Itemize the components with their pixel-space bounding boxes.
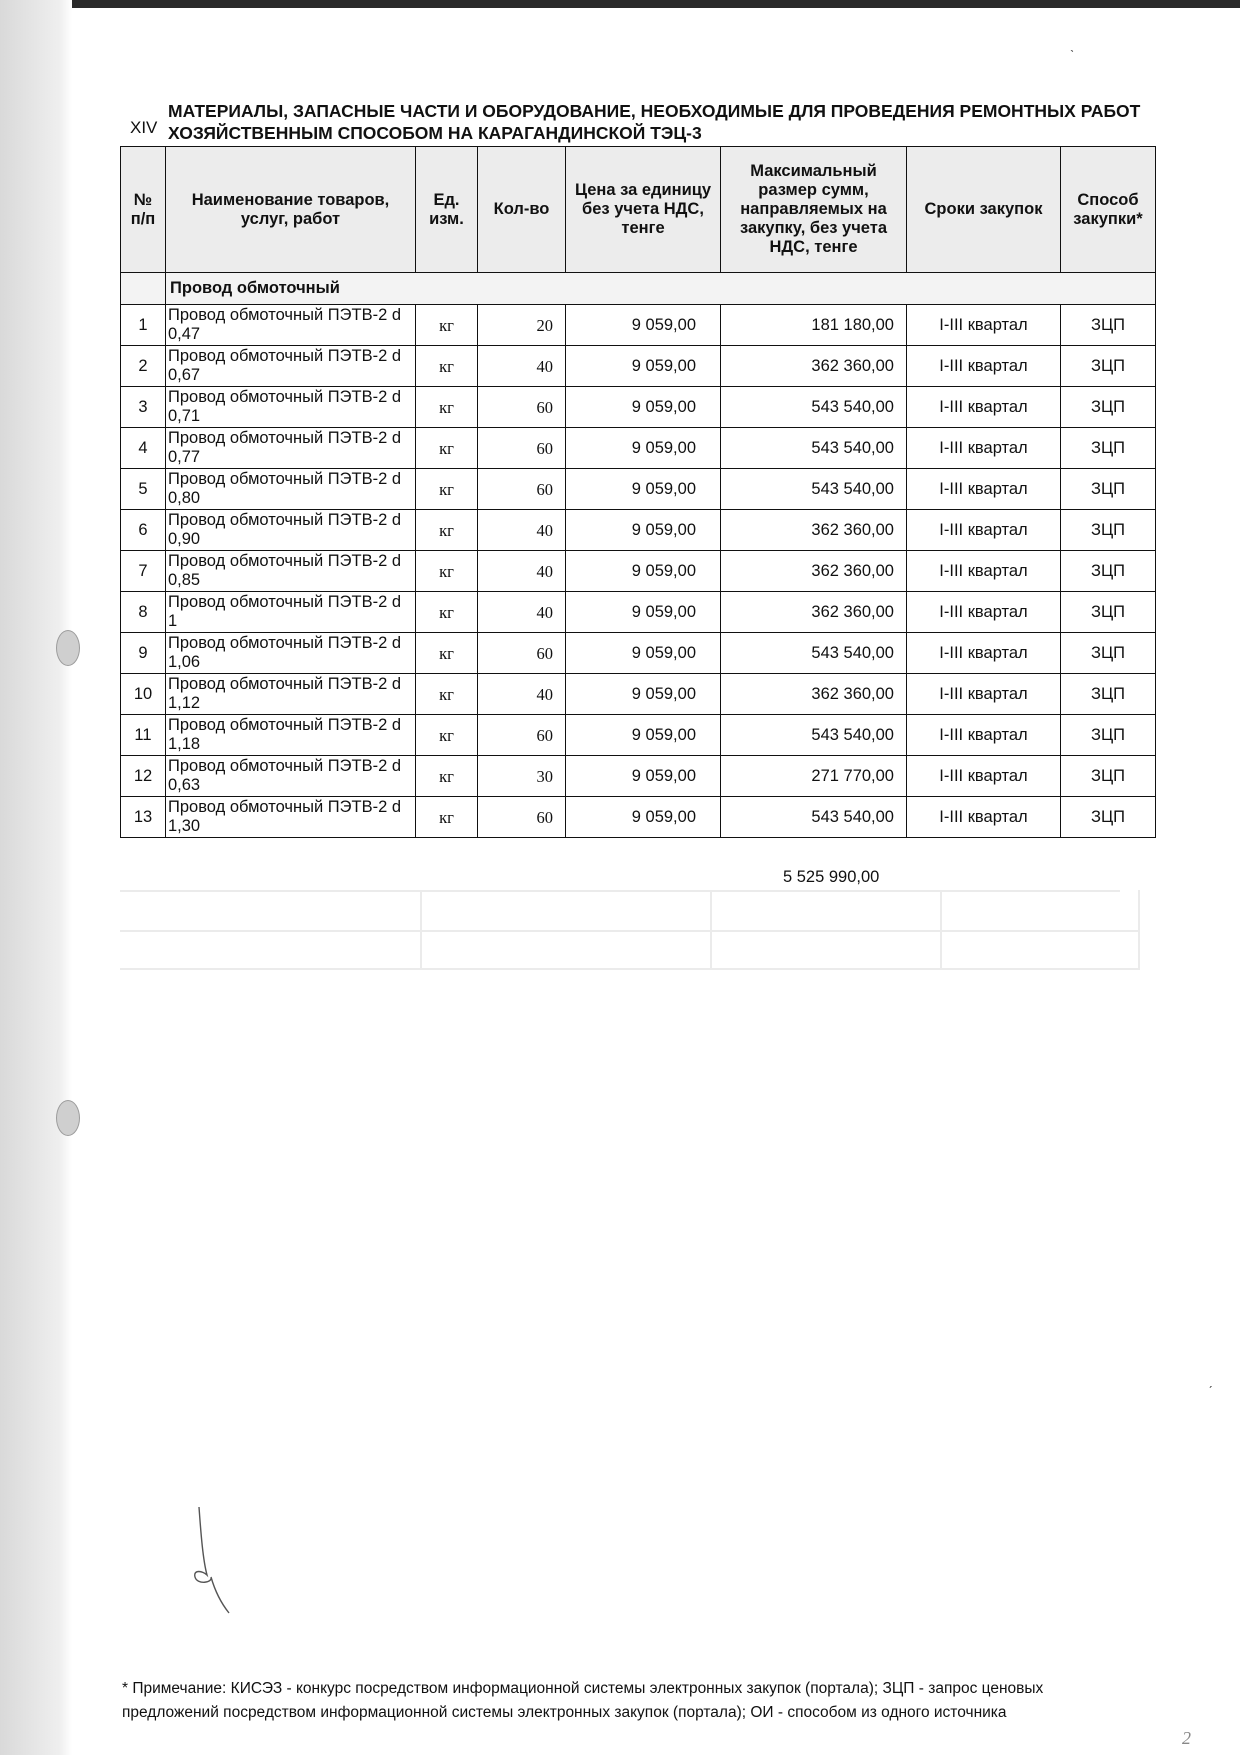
row-method: ЗЦП bbox=[1061, 510, 1156, 551]
row-quantity: 60 bbox=[478, 633, 566, 674]
row-quantity: 40 bbox=[478, 551, 566, 592]
table-row bbox=[121, 715, 1156, 756]
table-row bbox=[121, 756, 1156, 797]
row-period: I-III квартал bbox=[907, 469, 1061, 510]
row-sum: 543 540,00 bbox=[721, 715, 907, 756]
row-name: Провод обмоточный ПЭТВ-2 d 0,63 bbox=[166, 756, 416, 797]
row-name: Провод обмоточный ПЭТВ-2 d 0,90 bbox=[166, 510, 416, 551]
row-period: I-III квартал bbox=[907, 510, 1061, 551]
row-name: Провод обмоточный ПЭТВ-2 d 0,47 bbox=[166, 305, 416, 346]
row-unit-price: 9 059,00 bbox=[566, 305, 721, 346]
table-row bbox=[121, 592, 1156, 633]
punch-hole-lower bbox=[56, 1100, 80, 1136]
reverse-side-bleed bbox=[120, 880, 1140, 980]
row-name: Провод обмоточный ПЭТВ-2 d 1,12 bbox=[166, 674, 416, 715]
row-period: I-III квартал bbox=[907, 428, 1061, 469]
row-quantity: 60 bbox=[478, 387, 566, 428]
row-method: ЗЦП bbox=[1061, 387, 1156, 428]
row-unit-price: 9 059,00 bbox=[566, 346, 721, 387]
row-method: ЗЦП bbox=[1061, 469, 1156, 510]
row-method: ЗЦП bbox=[1061, 551, 1156, 592]
row-name: Провод обмоточный ПЭТВ-2 d 0,67 bbox=[166, 346, 416, 387]
row-number: 7 bbox=[121, 551, 166, 592]
row-unit-price: 9 059,00 bbox=[566, 633, 721, 674]
row-unit-price: 9 059,00 bbox=[566, 592, 721, 633]
row-unit: кг bbox=[416, 510, 478, 551]
row-name: Провод обмоточный ПЭТВ-2 d 0,71 bbox=[166, 387, 416, 428]
row-period: I-III квартал bbox=[907, 592, 1061, 633]
scan-speck: ˏ bbox=[1208, 1372, 1213, 1388]
page-mark: 2 bbox=[1182, 1728, 1191, 1748]
row-name: Провод обмоточный ПЭТВ-2 d 0,77 bbox=[166, 428, 416, 469]
row-quantity: 60 bbox=[478, 797, 566, 838]
row-period: I-III квартал bbox=[907, 387, 1061, 428]
row-sum: 543 540,00 bbox=[721, 387, 907, 428]
row-sum: 362 360,00 bbox=[721, 510, 907, 551]
row-method: ЗЦП bbox=[1061, 305, 1156, 346]
row-name: Провод обмоточный ПЭТВ-2 d 1 bbox=[166, 592, 416, 633]
row-sum: 181 180,00 bbox=[721, 305, 907, 346]
scan-left-edge bbox=[0, 0, 72, 1755]
row-period: I-III квартал bbox=[907, 346, 1061, 387]
group-label: Провод обмоточный bbox=[166, 273, 1156, 305]
row-unit-price: 9 059,00 bbox=[566, 469, 721, 510]
row-period: I-III квартал bbox=[907, 715, 1061, 756]
row-quantity: 60 bbox=[478, 469, 566, 510]
header-unit-price: Цена за единицу без учета НДС, тенге bbox=[566, 147, 721, 273]
table-row bbox=[121, 387, 1156, 428]
row-number: 6 bbox=[121, 510, 166, 551]
row-sum: 543 540,00 bbox=[721, 633, 907, 674]
row-sum: 271 770,00 bbox=[721, 756, 907, 797]
table-row bbox=[121, 551, 1156, 592]
header-unit: Ед. изм. bbox=[416, 147, 478, 273]
row-quantity: 40 bbox=[478, 674, 566, 715]
row-unit: кг bbox=[416, 715, 478, 756]
row-sum: 362 360,00 bbox=[721, 674, 907, 715]
row-unit: кг bbox=[416, 633, 478, 674]
row-period: I-III квартал bbox=[907, 756, 1061, 797]
table-row bbox=[121, 469, 1156, 510]
row-unit: кг bbox=[416, 346, 478, 387]
row-period: I-III квартал bbox=[907, 305, 1061, 346]
row-unit: кг bbox=[416, 674, 478, 715]
row-sum: 362 360,00 bbox=[721, 551, 907, 592]
row-method: ЗЦП bbox=[1061, 428, 1156, 469]
row-name: Провод обмоточный ПЭТВ-2 d 1,06 bbox=[166, 633, 416, 674]
row-unit-price: 9 059,00 bbox=[566, 797, 721, 838]
scan-top-edge bbox=[0, 0, 1240, 8]
table-row bbox=[121, 346, 1156, 387]
row-number: 4 bbox=[121, 428, 166, 469]
row-quantity: 60 bbox=[478, 428, 566, 469]
header-number: № п/п bbox=[121, 147, 166, 273]
row-number: 2 bbox=[121, 346, 166, 387]
row-name: Провод обмоточный ПЭТВ-2 d 0,80 bbox=[166, 469, 416, 510]
row-unit: кг bbox=[416, 469, 478, 510]
row-number: 11 bbox=[121, 715, 166, 756]
table-row bbox=[121, 633, 1156, 674]
row-sum: 362 360,00 bbox=[721, 346, 907, 387]
row-period: I-III квартал bbox=[907, 633, 1061, 674]
row-unit-price: 9 059,00 bbox=[566, 510, 721, 551]
row-number: 1 bbox=[121, 305, 166, 346]
row-method: ЗЦП bbox=[1061, 346, 1156, 387]
row-number: 12 bbox=[121, 756, 166, 797]
row-sum: 543 540,00 bbox=[721, 797, 907, 838]
row-unit-price: 9 059,00 bbox=[566, 551, 721, 592]
row-number: 3 bbox=[121, 387, 166, 428]
row-unit-price: 9 059,00 bbox=[566, 674, 721, 715]
table-row bbox=[121, 797, 1156, 838]
row-name: Провод обмоточный ПЭТВ-2 d 1,18 bbox=[166, 715, 416, 756]
row-sum: 543 540,00 bbox=[721, 469, 907, 510]
scan-speck: ˎ bbox=[1070, 36, 1075, 52]
row-unit-price: 9 059,00 bbox=[566, 387, 721, 428]
row-quantity: 60 bbox=[478, 715, 566, 756]
group-row bbox=[121, 273, 1156, 305]
row-unit: кг bbox=[416, 428, 478, 469]
row-number: 5 bbox=[121, 469, 166, 510]
row-method: ЗЦП bbox=[1061, 592, 1156, 633]
row-number: 13 bbox=[121, 797, 166, 838]
footnote: * Примечание: КИСЭЗ - конкурс посредством информационной системы электронных закупок (портала); ЗЦП - запрос ценовых предложений посредством информационной системы электронных закупок (портала); ОИ - способом из одного источника bbox=[122, 1680, 1044, 1721]
row-number: 9 bbox=[121, 633, 166, 674]
table-row bbox=[121, 510, 1156, 551]
signature-mark bbox=[185, 1505, 245, 1615]
row-method: ЗЦП bbox=[1061, 633, 1156, 674]
row-period: I-III квартал bbox=[907, 797, 1061, 838]
row-quantity: 40 bbox=[478, 346, 566, 387]
procurement-table bbox=[120, 146, 1156, 838]
table-total: 5 525 990,00 bbox=[783, 868, 880, 886]
row-sum: 362 360,00 bbox=[721, 592, 907, 633]
row-unit: кг bbox=[416, 551, 478, 592]
group-number-cell bbox=[121, 273, 166, 305]
row-number: 10 bbox=[121, 674, 166, 715]
header-method: Способ закупки* bbox=[1061, 147, 1156, 273]
table-row bbox=[121, 305, 1156, 346]
section-title: МАТЕРИАЛЫ, ЗАПАСНЫЕ ЧАСТИ И ОБОРУДОВАНИЕ, НЕОБХОДИМЫЕ ДЛЯ ПРОВЕДЕНИЯ РЕМОНТНЫХ РАБОТ ХОЗЯЙСТВЕННЫМ СПОСОБОМ НА КАРАГАНДИНСКОЙ ТЭЦ-3 bbox=[168, 101, 1141, 143]
header-max-sum: Максимальный размер сумм, направляемых на закупку, без учета НДС, тенге bbox=[721, 147, 907, 273]
row-unit: кг bbox=[416, 756, 478, 797]
row-period: I-III квартал bbox=[907, 674, 1061, 715]
row-quantity: 40 bbox=[478, 510, 566, 551]
row-method: ЗЦП bbox=[1061, 797, 1156, 838]
header-quantity: Кол-во bbox=[478, 147, 566, 273]
row-unit: кг bbox=[416, 592, 478, 633]
row-unit-price: 9 059,00 bbox=[566, 715, 721, 756]
row-period: I-III квартал bbox=[907, 551, 1061, 592]
row-unit: кг bbox=[416, 305, 478, 346]
row-method: ЗЦП bbox=[1061, 674, 1156, 715]
section-number: XIV bbox=[130, 118, 158, 137]
header-name: Наименование товаров, услуг, работ bbox=[166, 147, 416, 273]
table-row bbox=[121, 674, 1156, 715]
table-header-row bbox=[121, 147, 1156, 273]
table-row bbox=[121, 428, 1156, 469]
header-period: Сроки закупок bbox=[907, 147, 1061, 273]
row-unit-price: 9 059,00 bbox=[566, 428, 721, 469]
punch-hole-upper bbox=[56, 630, 80, 666]
row-name: Провод обмоточный ПЭТВ-2 d 0,85 bbox=[166, 551, 416, 592]
row-quantity: 40 bbox=[478, 592, 566, 633]
row-unit-price: 9 059,00 bbox=[566, 756, 721, 797]
row-name: Провод обмоточный ПЭТВ-2 d 1,30 bbox=[166, 797, 416, 838]
row-sum: 543 540,00 bbox=[721, 428, 907, 469]
row-quantity: 20 bbox=[478, 305, 566, 346]
row-method: ЗЦП bbox=[1061, 715, 1156, 756]
row-unit: кг bbox=[416, 387, 478, 428]
row-number: 8 bbox=[121, 592, 166, 633]
row-unit: кг bbox=[416, 797, 478, 838]
row-quantity: 30 bbox=[478, 756, 566, 797]
row-method: ЗЦП bbox=[1061, 756, 1156, 797]
